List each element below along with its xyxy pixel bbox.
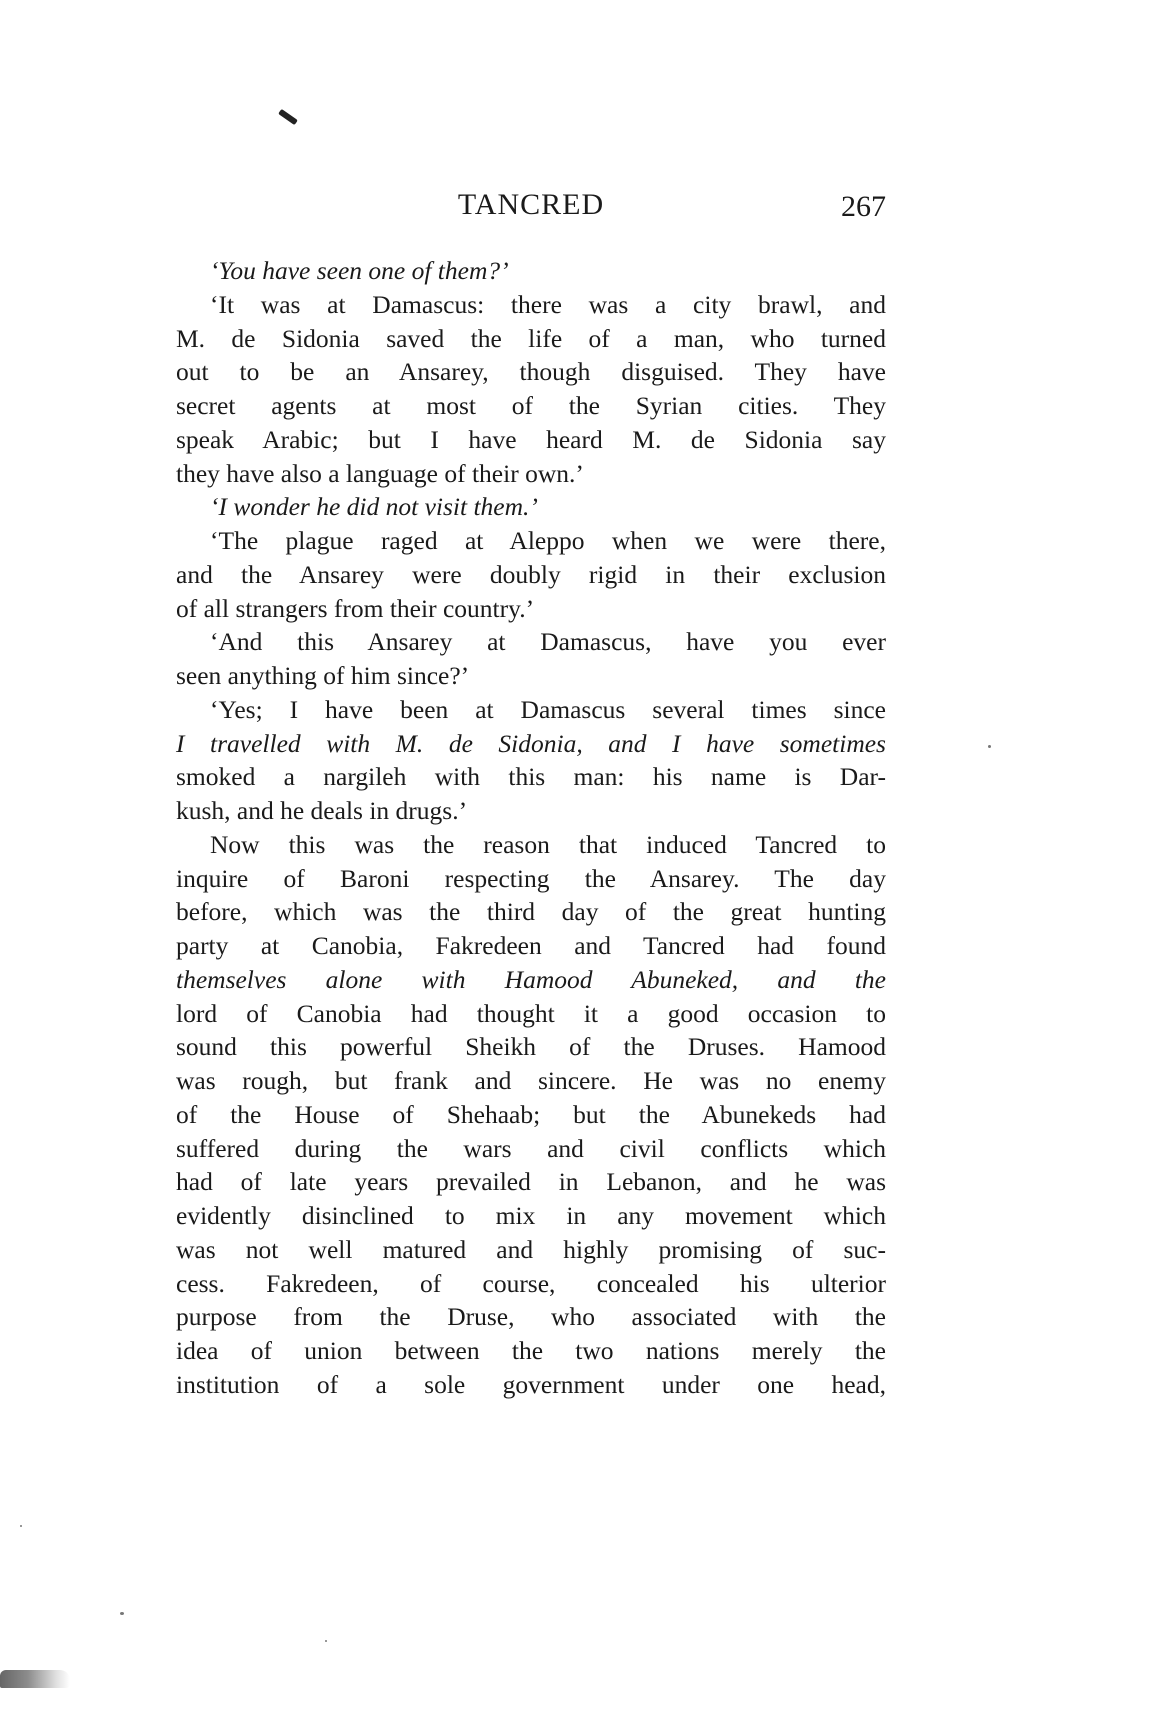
text-line: of the House of Shehaab; but the Abunekeds had [176,1099,886,1129]
text-line: smoked a nargileh with this man: his name is Dar- [176,762,886,792]
page-header [176,185,886,225]
text-line: suffered during the wars and civil conflicts which [176,1133,886,1163]
text-line: ‘And this Ansarey at Damascus, have you ever [210,627,886,657]
text-line: evidently disinclined to mix in any movement which [176,1201,886,1230]
running-title: TANCRED [457,188,605,221]
text-line: speak Arabic; but I have heard M. de Sidonia say [176,424,886,454]
text-line: ‘Yes; I have been at Damascus several times since [210,694,886,724]
text-line: they have also a language of their own.’ [176,458,584,488]
page-number: 267 [841,190,886,223]
text-line: and the Ansarey were doubly rigid in their exclusion [176,559,886,589]
text-line: had of late years prevailed in Lebanon, and he was [176,1167,886,1197]
text-line: idea of union between the two nations merely the [176,1336,886,1365]
paper-speck [988,745,991,748]
text-line: Now this was the reason that induced Tancred to [210,829,886,859]
text-line: institution of a sole government under one head, [176,1369,886,1399]
text-line: ‘The plague raged at Aleppo when we were there, [210,526,886,555]
text-line: was not well matured and highly promising of suc- [176,1234,886,1264]
text-line: ‘I wonder he did not visit them.’ [210,492,538,522]
text-line: ‘It was at Damascus: there was a city brawl, and [210,289,886,319]
text-line: sound this powerful Sheikh of the Druses. Hamood [176,1032,886,1062]
text-line: I travelled with M. de Sidonia, and I have sometimes [176,728,886,758]
paper-speck [120,1612,124,1615]
text-line: lord of Canobia had thought it a good occasion to [176,998,886,1028]
text-line: purpose from the Druse, who associated with the [176,1302,886,1332]
text-line: M. de Sidonia saved the life of a man, who turned [176,323,886,353]
text-line: themselves alone with Hamood Abuneked, and the [176,964,886,994]
text-line: was rough, but frank and sincere. He was no enemy [176,1066,886,1095]
paper-speck [325,1640,327,1642]
text-line: out to be an Ansarey, though disguised. They have [176,357,886,387]
ink-mark [278,109,298,125]
text-line: ‘You have seen one of them?’ [210,256,509,285]
text-line: seen anything of him since?’ [176,661,470,690]
text-line: cess. Fakredeen, of course, concealed his ulterior [176,1268,886,1298]
text-line: secret agents at most of the Syrian cities. They [176,391,886,420]
text-line: before, which was the third day of the great hunting [176,897,886,927]
text-line: party at Canobia, Fakredeen and Tancred had found [176,931,886,960]
body-text [176,254,886,1402]
text-line: inquire of Baroni respecting the Ansarey. The day [176,863,886,893]
scan-smudge [0,1670,70,1688]
text-line: of all strangers from their country.’ [176,593,535,623]
paper-speck [20,1525,22,1527]
text-line: kush, and he deals in drugs.’ [176,796,468,825]
